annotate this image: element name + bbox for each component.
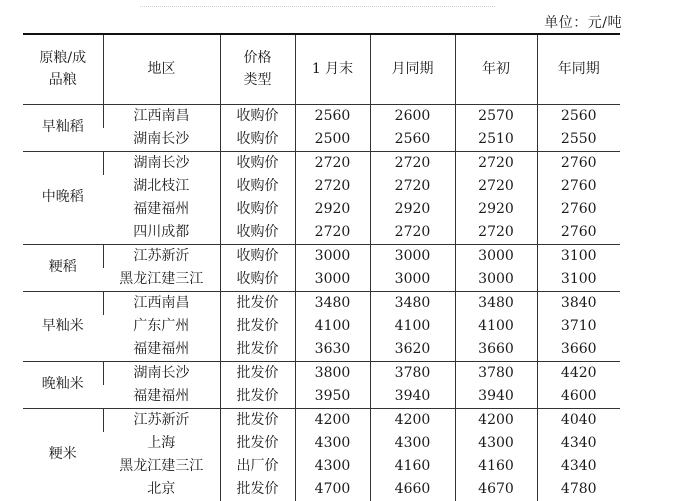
cell-price-type: 出厂价 bbox=[220, 455, 295, 478]
cell-month-end: 2720 bbox=[295, 151, 370, 175]
cell-grain-type: 粳米 bbox=[48, 446, 77, 462]
cell-year-start: 3480 bbox=[455, 291, 537, 315]
table-row bbox=[23, 221, 620, 245]
cell-price-type: 收购价 bbox=[220, 244, 295, 268]
cell-year-start: 4670 bbox=[455, 478, 537, 501]
cell-region: 上海 bbox=[147, 434, 176, 451]
cell-month-yoy: 2560 bbox=[370, 128, 455, 152]
header-grain-type-line1: 原粮/成 bbox=[39, 50, 87, 67]
cell-month-end: 3480 bbox=[295, 291, 370, 315]
cell-year-start: 2720 bbox=[455, 175, 537, 198]
cell-region: 湖北枝江 bbox=[133, 177, 190, 194]
header-year-yoy: 年同期 bbox=[537, 34, 620, 104]
cell-year-yoy: 2760 bbox=[537, 221, 620, 245]
cell-region: 江苏新沂 bbox=[103, 244, 220, 268]
header-price-type bbox=[220, 34, 295, 104]
header-row bbox=[23, 34, 620, 104]
cell-month-yoy: 3000 bbox=[370, 268, 455, 292]
cell-month-end: 2560 bbox=[295, 104, 370, 128]
cell-region: 江苏新沂 bbox=[103, 408, 220, 432]
cell-year-start: 3780 bbox=[455, 361, 537, 385]
cell-region: 湖南长沙 bbox=[103, 361, 220, 385]
cell-price-type: 批发价 bbox=[220, 385, 295, 409]
table-row bbox=[23, 408, 620, 432]
cell-month-yoy: 4100 bbox=[370, 315, 455, 338]
cell-year-yoy: 3840 bbox=[537, 291, 620, 315]
cell-grain-type: 早籼米 bbox=[41, 317, 84, 334]
cell-region: 江西南昌 bbox=[103, 291, 220, 315]
cell-year-start: 4100 bbox=[455, 315, 537, 338]
cell-month-yoy: 2720 bbox=[370, 151, 455, 175]
cell-year-yoy: 2550 bbox=[537, 128, 620, 152]
cell-region: 湖南长沙 bbox=[103, 151, 220, 175]
cell-month-yoy: 4660 bbox=[370, 478, 455, 501]
cell-price-type: 收购价 bbox=[220, 198, 295, 221]
cell-region: 湖南长沙 bbox=[133, 130, 190, 147]
cell-year-yoy: 4420 bbox=[537, 361, 620, 385]
cell-month-end: 3950 bbox=[295, 385, 370, 409]
table-row bbox=[23, 198, 620, 221]
table-row bbox=[23, 432, 620, 455]
cell-region: 黑龙江建三江 bbox=[119, 270, 204, 287]
cell-price-type: 批发价 bbox=[220, 408, 295, 432]
cell-month-end: 2920 bbox=[295, 198, 370, 221]
table-row bbox=[23, 455, 620, 478]
cell-year-yoy: 4340 bbox=[537, 455, 620, 478]
cell-year-start: 3940 bbox=[455, 385, 537, 409]
cell-year-start: 3660 bbox=[455, 338, 537, 362]
cell-year-start: 2570 bbox=[455, 104, 537, 128]
cell-year-yoy: 2760 bbox=[537, 198, 620, 221]
cell-price-type: 收购价 bbox=[220, 104, 295, 128]
header-month-end: 1 月末 bbox=[295, 34, 370, 104]
cell-price-type: 收购价 bbox=[220, 268, 295, 292]
table-row bbox=[23, 244, 620, 268]
cell-month-yoy: 4200 bbox=[370, 408, 455, 432]
cell-year-start: 2920 bbox=[455, 198, 537, 221]
cell-year-start: 4300 bbox=[455, 432, 537, 455]
cell-year-yoy: 2760 bbox=[537, 175, 620, 198]
table-row bbox=[23, 338, 620, 362]
cell-price-type: 批发价 bbox=[220, 478, 295, 501]
cell-year-start: 3000 bbox=[455, 244, 537, 268]
faded-top-rule bbox=[140, 6, 495, 8]
cell-year-start: 3000 bbox=[455, 268, 537, 292]
cell-month-end: 4300 bbox=[295, 432, 370, 455]
cell-year-yoy: 2760 bbox=[537, 151, 620, 175]
cell-year-yoy: 3660 bbox=[537, 338, 620, 362]
cell-month-yoy: 3480 bbox=[370, 291, 455, 315]
cell-month-yoy: 2720 bbox=[370, 221, 455, 245]
cell-year-yoy: 3710 bbox=[537, 315, 620, 338]
cell-year-yoy: 4340 bbox=[537, 432, 620, 455]
cell-price-type: 收购价 bbox=[220, 151, 295, 175]
cell-region: 福建福州 bbox=[133, 387, 190, 404]
cell-price-type: 收购价 bbox=[220, 175, 295, 198]
cell-price-type: 批发价 bbox=[220, 291, 295, 315]
cell-month-end: 2500 bbox=[295, 128, 370, 152]
cell-region: 黑龙江建三江 bbox=[119, 457, 204, 474]
cell-month-end: 3000 bbox=[295, 268, 370, 292]
cell-grain-type: 中晚稻 bbox=[41, 189, 84, 205]
table-row bbox=[23, 104, 620, 128]
cell-month-end: 4700 bbox=[295, 478, 370, 501]
header-grain-type-line2: 品粮 bbox=[48, 72, 77, 89]
table-row bbox=[23, 361, 620, 385]
cell-year-start: 4200 bbox=[455, 408, 537, 432]
table-row bbox=[23, 175, 620, 198]
cell-month-end: 3800 bbox=[295, 361, 370, 385]
table-row bbox=[23, 128, 620, 152]
cell-month-end: 4300 bbox=[295, 455, 370, 478]
cell-month-yoy: 3000 bbox=[370, 244, 455, 268]
header-grain-type bbox=[23, 34, 103, 104]
cell-year-yoy: 2560 bbox=[537, 104, 620, 128]
grain-price-table bbox=[23, 33, 620, 501]
cell-month-end: 2720 bbox=[295, 175, 370, 198]
cell-price-type: 批发价 bbox=[220, 315, 295, 338]
header-year-start: 年初 bbox=[455, 34, 537, 104]
cell-month-end: 3000 bbox=[295, 244, 370, 268]
cell-month-yoy: 3620 bbox=[370, 338, 455, 362]
cell-month-yoy: 2720 bbox=[370, 175, 455, 198]
cell-region: 广东广州 bbox=[133, 317, 190, 334]
cell-year-start: 2720 bbox=[455, 151, 537, 175]
table-row bbox=[23, 291, 620, 315]
table-row bbox=[23, 478, 620, 501]
cell-month-end: 3630 bbox=[295, 338, 370, 362]
cell-year-yoy: 4040 bbox=[537, 408, 620, 432]
cell-year-start: 2720 bbox=[455, 221, 537, 245]
cell-year-yoy: 3100 bbox=[537, 268, 620, 292]
table-row bbox=[23, 385, 620, 409]
header-price-type-line2: 类型 bbox=[243, 72, 272, 89]
header-price-type-line1: 价格 bbox=[243, 50, 272, 67]
unit-label: 单位：元/吨 bbox=[544, 15, 622, 31]
table-row bbox=[23, 268, 620, 292]
table-row bbox=[23, 315, 620, 338]
table-header bbox=[23, 34, 620, 104]
cell-month-yoy: 3940 bbox=[370, 385, 455, 409]
cell-month-yoy: 4300 bbox=[370, 432, 455, 455]
cell-year-yoy: 3100 bbox=[537, 244, 620, 268]
cell-grain-type: 晚籼米 bbox=[41, 376, 84, 392]
header-region: 地区 bbox=[103, 34, 220, 104]
cell-grain-type: 早籼稻 bbox=[41, 119, 84, 135]
cell-price-type: 批发价 bbox=[220, 338, 295, 362]
cell-price-type: 批发价 bbox=[220, 361, 295, 385]
table-row bbox=[23, 151, 620, 175]
cell-month-yoy: 2920 bbox=[370, 198, 455, 221]
cell-region: 福建福州 bbox=[133, 340, 190, 357]
cell-price-type: 收购价 bbox=[220, 128, 295, 152]
cell-region: 四川成都 bbox=[133, 223, 190, 240]
cell-price-type: 收购价 bbox=[220, 221, 295, 245]
cell-grain-type: 粳稻 bbox=[48, 259, 77, 275]
cell-year-start: 2510 bbox=[455, 128, 537, 152]
cell-region: 江西南昌 bbox=[103, 104, 220, 128]
table-body bbox=[23, 104, 620, 501]
cell-month-end: 4200 bbox=[295, 408, 370, 432]
cell-month-yoy: 4160 bbox=[370, 455, 455, 478]
cell-year-yoy: 4600 bbox=[537, 385, 620, 409]
cell-region: 北京 bbox=[147, 480, 176, 497]
cell-year-start: 4160 bbox=[455, 455, 537, 478]
cell-year-yoy: 4780 bbox=[537, 478, 620, 501]
cell-price-type: 批发价 bbox=[220, 432, 295, 455]
cell-region: 福建福州 bbox=[133, 200, 190, 217]
header-month-yoy: 月同期 bbox=[370, 34, 455, 104]
cell-month-end: 2720 bbox=[295, 221, 370, 245]
cell-month-yoy: 3780 bbox=[370, 361, 455, 385]
cell-month-end: 4100 bbox=[295, 315, 370, 338]
cell-month-yoy: 2600 bbox=[370, 104, 455, 128]
